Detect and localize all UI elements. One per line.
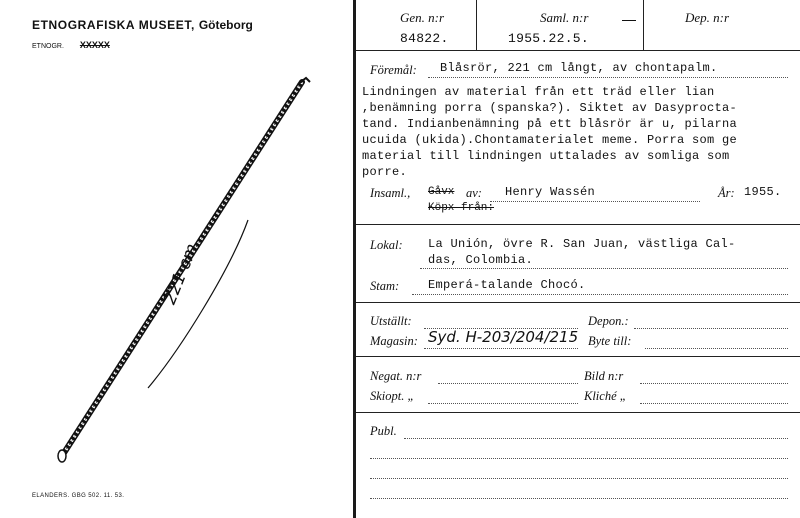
description-line: tand. Indianbenämning på ett blåsrör är u, pilarna	[362, 117, 738, 131]
museum-title	[32, 18, 253, 32]
saml-label: Saml. n:r	[540, 10, 589, 25]
city: Göteborg	[198, 18, 253, 32]
stam-value: Emperá-talande Chocó.	[428, 278, 586, 292]
stam-label: Stam:	[370, 279, 400, 293]
bild-label: Bild n:r	[584, 369, 624, 383]
saml-dash	[622, 20, 636, 21]
lokal-line2: das, Colombia.	[428, 253, 534, 267]
foremal-dotline	[428, 77, 788, 78]
magasin-label: Magasin:	[370, 334, 418, 348]
bild-dotline	[640, 383, 788, 384]
stam-dotline	[412, 294, 788, 295]
section-rule-2	[356, 302, 800, 303]
magasin-dotline	[424, 348, 578, 349]
lokal-label: Lokal:	[370, 238, 403, 252]
description-line: material till lindningen uttalades av somliga som	[362, 149, 730, 163]
byte-label: Byte till:	[588, 334, 632, 348]
etnogr-label: ETNOGR.	[32, 43, 64, 50]
gen-value: 84822.	[400, 31, 449, 46]
negat-dotline	[438, 383, 578, 384]
depon-label: Depon.:	[588, 314, 629, 328]
etnogr-struck: XXXXX	[79, 40, 110, 50]
saml-value: 1955.22.5.	[508, 31, 590, 46]
blowgun-end	[58, 450, 66, 462]
etnogr-row	[32, 40, 110, 50]
section-rule-3	[356, 356, 800, 357]
insaml-value: Henry Wassén	[505, 185, 596, 199]
header-rule	[356, 50, 800, 51]
kliche-dotline	[640, 403, 788, 404]
publ-label: Publ.	[370, 424, 397, 438]
skiopt-dotline	[428, 403, 578, 404]
insaml-struck-gavx: Gåvx	[428, 186, 455, 198]
length-annotation: 221 cm	[160, 240, 203, 308]
description-line: porre.	[362, 165, 408, 179]
negat-label: Negat. n:r	[370, 369, 422, 383]
ar-label: År:	[718, 186, 735, 200]
description-line: ,benämning porra (spanska?). Siktet av Dasyprocta-	[362, 101, 738, 115]
insaml-dotline	[490, 201, 700, 202]
section-rule-1	[356, 224, 800, 225]
lokal-line1: La Unión, övre R. San Juan, västliga Cal-	[428, 237, 736, 251]
skiopt-label: Skiopt. „	[370, 389, 415, 403]
header-sep-2	[643, 0, 644, 50]
foremal-description	[362, 84, 792, 180]
utstallt-label: Utställt:	[370, 314, 412, 328]
insaml-struck-kop: Köpx från:	[428, 202, 495, 214]
dep-label: Dep. n:r	[685, 10, 730, 25]
magasin-value: Syd. H-203/204/215	[428, 328, 579, 346]
foremal-line1: Blåsrör, 221 cm långt, av chontapalm.	[440, 61, 718, 75]
byte-dotline	[645, 348, 788, 349]
description-line: ucuida (ukida).Chontamaterialet meme. Porra som ge	[362, 133, 738, 147]
museum-name: ETNOGRAFISKA MUSEET,	[32, 18, 195, 32]
card-divider	[353, 0, 356, 518]
insaml-label: Insaml.,	[370, 186, 411, 200]
insaml-av: av:	[466, 186, 482, 200]
publ-dotline	[404, 438, 788, 439]
section-rule-4	[356, 412, 800, 413]
publ-dotline	[370, 478, 788, 479]
ar-value: 1955.	[744, 185, 782, 199]
header-sep-1	[476, 0, 477, 50]
lokal-dotline	[420, 268, 788, 269]
description-line: Lindningen av material från ett träd eller lian	[362, 85, 715, 99]
gen-label: Gen. n:r	[400, 10, 445, 25]
depon-dotline	[634, 328, 788, 329]
publ-dotline	[370, 498, 788, 499]
printer-line: ELANDERS. GBG 502. 11. 53.	[32, 493, 125, 499]
kliche-label: Kliché „	[584, 389, 627, 403]
foremal-label: Föremål:	[370, 63, 417, 77]
publ-dotline	[370, 458, 788, 459]
